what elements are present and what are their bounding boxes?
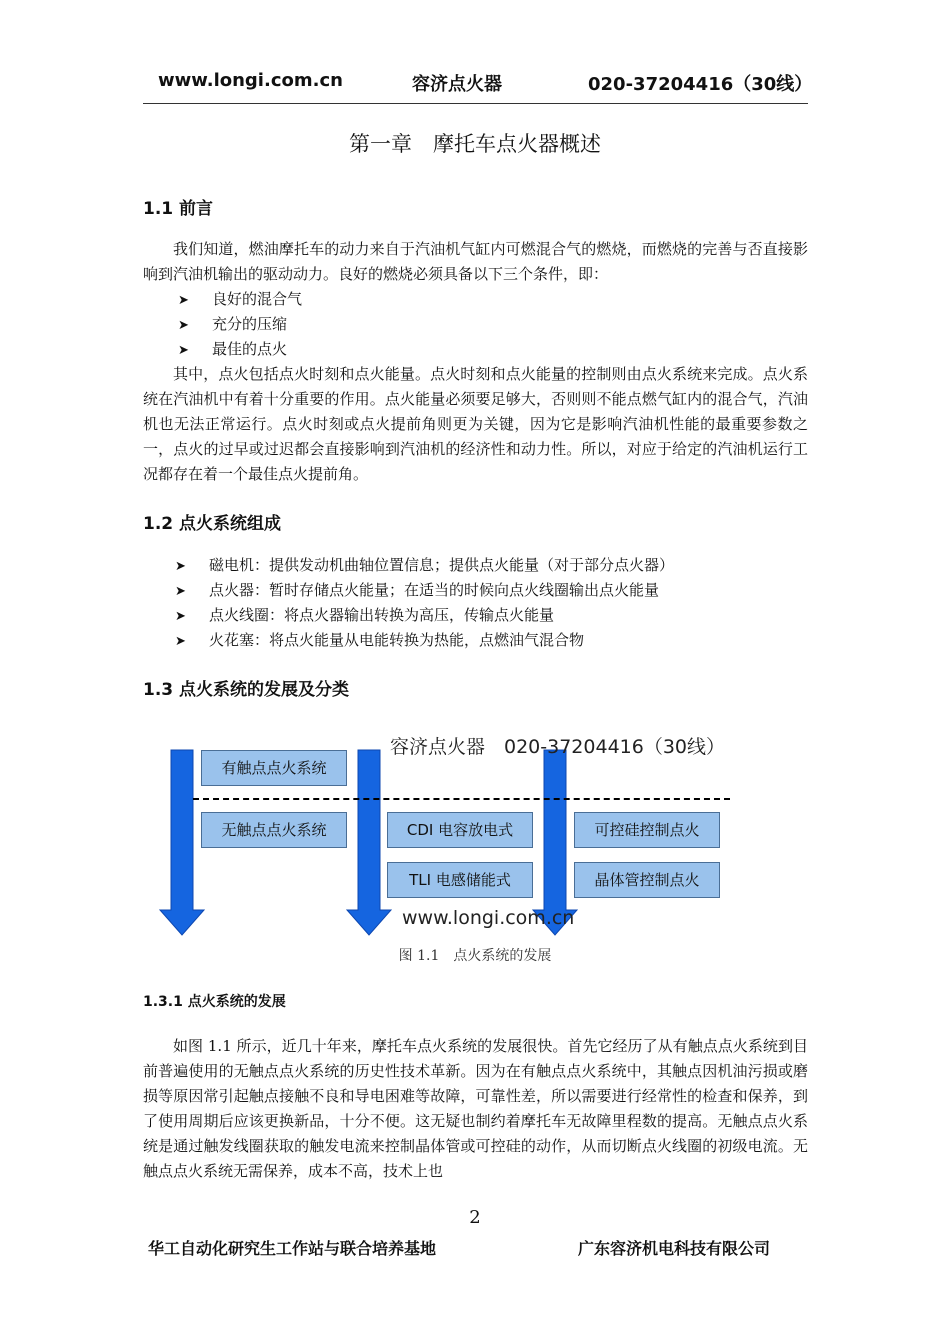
list-item: ➤ 良好的混合气	[178, 287, 302, 313]
arrow-down-icon	[160, 750, 204, 935]
figure-caption: 图 1.1 点火系统的发展	[398, 948, 552, 964]
box-transistor: 晶体管控制点火	[574, 862, 720, 898]
arrow-bullet-icon: ➤	[178, 343, 189, 358]
section-1-1-intro	[143, 237, 808, 287]
list-item: ➤ 充分的压缩	[178, 312, 287, 338]
arrow-bullet-icon: ➤	[175, 609, 186, 624]
section-1-2-heading: 1.2 点火系统组成	[143, 514, 282, 534]
figure-watermark-bottom: www.longi.com.cn	[402, 907, 575, 929]
section-1-1-body	[143, 362, 808, 487]
section-1-3-heading: 1.3 点火系统的发展及分类	[143, 680, 350, 700]
footer-right: 广东容济机电科技有限公司	[578, 1239, 771, 1258]
box-contact-ignition: 有触点点火系统	[201, 750, 347, 786]
header-website: www.longi.com.cn	[158, 70, 343, 91]
section-1-1-heading: 1.1 前言	[143, 199, 214, 219]
arrow-bullet-icon: ➤	[178, 293, 189, 308]
arrow-down-icon	[347, 750, 391, 935]
body-paragraph: 其中，点火包括点火时刻和点火能量。点火时刻和点火能量的控制则由点火系统来完成。点火系统在汽油机中有着十分重要的作用。点火能量必须要足够大，否则则不能点燃气缸内的混合气，汽油机也无法正常运行。点火时刻或点火提前角则更为关键，因为它是影响汽油机性能的最重要参数之一，点火的过早或过迟都会直接影响到汽油机的经济性和动力性。所以，对应于给定的汽油机运行工况都存在着一个最佳点火提前角。	[143, 365, 808, 483]
footer-left: 华工自动化研究生工作站与联合培养基地	[148, 1239, 437, 1258]
arrow-bullet-icon: ➤	[175, 559, 186, 574]
header-brand: 容济点火器	[412, 74, 502, 95]
body-paragraph: 如图 1.1 所示，近几十年来，摩托车点火系统的发展很快。首先它经历了从有触点点火系统到目前普遍使用的无触点点火系统的历史性技术革新。因为在有触点点火系统中，其触点因机油污损或磨损等原因常引起触点接触不良和导电困难等故障，可靠性差，所以需要进行经常性的检查和保养，到了使用周期后应该更换新品，十分不便。这无疑也制约着摩托车无故障里程数的提高。无触点点火系统是通过触发线圈获取的触发电流来控制晶体管或可控硅的动作，从而切断点火线圈的初级电流。无触点点火系统无需保养，成本不高，技术上也	[143, 1037, 808, 1180]
list-item: ➤ 最佳的点火	[178, 337, 287, 363]
list-item: ➤ 点火器：暂时存储点火能量；在适当的时候向点火线圈输出点火能量	[175, 578, 659, 604]
arrow-bullet-icon: ➤	[175, 584, 186, 599]
box-tli: TLI 电感储能式	[387, 862, 533, 898]
intro-paragraph: 我们知道，燃油摩托车的动力来自于汽油机气缸内可燃混合气的燃烧，而燃烧的完善与否直接影响到汽油机输出的驱动动力。良好的燃烧必须具备以下三个条件，即：	[143, 240, 808, 283]
list-item: ➤ 磁电机：提供发动机曲轴位置信息；提供点火能量（对于部分点火器）	[175, 553, 674, 579]
arrow-bullet-icon: ➤	[178, 318, 189, 333]
arrow-bullet-icon: ➤	[175, 634, 186, 649]
list-item: ➤ 点火线圈：将点火器输出转换为高压，传输点火能量	[175, 603, 554, 629]
header-phone: 020-37204416（30线）	[588, 74, 813, 95]
box-scr: 可控硅控制点火	[574, 812, 720, 848]
header-rule	[143, 103, 808, 104]
page-number: 2	[469, 1207, 481, 1228]
dashed-divider	[193, 798, 730, 800]
chapter-title: 第一章 摩托车点火器概述	[349, 132, 601, 156]
figure-watermark-top: 容济点火器 020-37204416（30线）	[390, 736, 726, 758]
box-contactless-ignition: 无触点点火系统	[201, 812, 347, 848]
list-item: ➤ 火花塞：将点火能量从电能转换为热能，点燃油气混合物	[175, 628, 584, 654]
section-1-3-1-heading: 1.3.1 点火系统的发展	[143, 994, 286, 1010]
box-cdi: CDI 电容放电式	[387, 812, 533, 848]
section-1-3-1-body	[143, 1034, 808, 1184]
